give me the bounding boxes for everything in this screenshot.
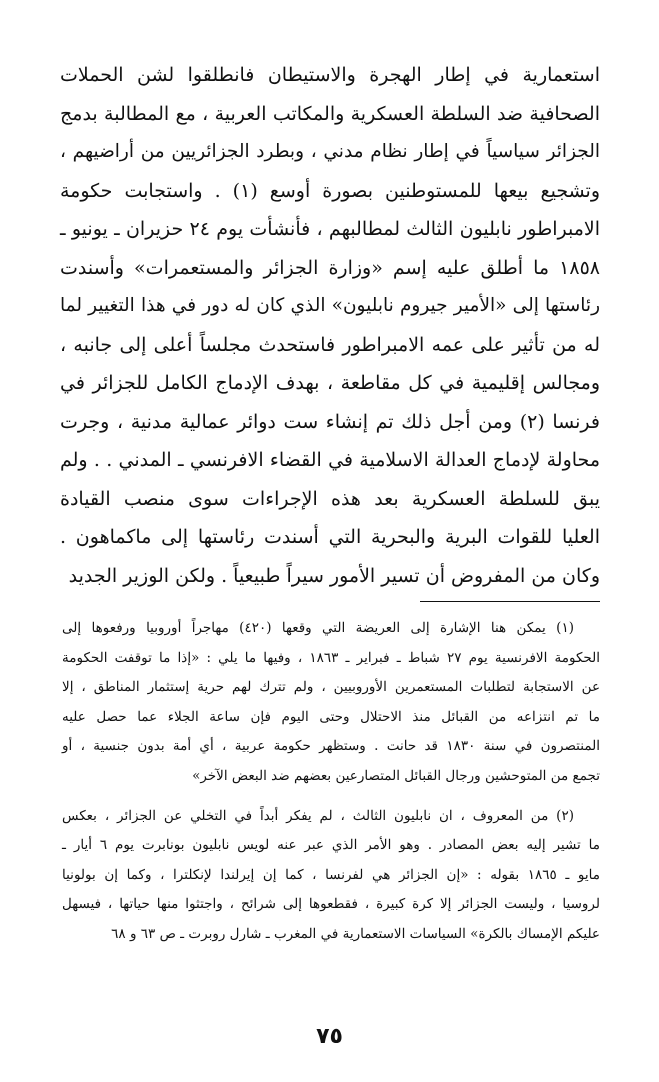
footnote-line: (٢) من المعروف ، ان نابليون الثالث ، لم يفكر أبداً في التخلي عن الجزائر ، بعكس: [62, 807, 574, 824]
footnote-line: لروسيا ، وليست الجزائر إلا كرة كبيرة ، فقطعوها إلى شرائح ، واجتثوا منها حياتها ، فيسهل: [62, 896, 600, 913]
page-body: [60, 56, 600, 595]
footnote-line: تجمع من المتوحشين ورجال القبائل المتصارعين بعضهم ضد البعض الآخر»: [192, 767, 600, 784]
body-line: ١٨٥٨ ما أطلق عليه إسم «وزارة الجزائر والمستعمرات» وأسندت: [60, 256, 600, 279]
body-line: العليا للقوات البرية والبحرية التي أسندت رئاستها إلى ماكماهون .: [60, 526, 600, 548]
footnote-line: ما تم انتزاعه من القبائل منذ الاحتلال وحتى اليوم فإن ساعة الجلاء عما حصل عليه: [62, 708, 600, 725]
body-line: استعمارية في إطار الهجرة والاستيطان فانطلقوا لشن الحملات: [60, 64, 600, 86]
body-line: ومجالس إقليمية في كل مقاطعة ، بهدف الإدماج الكامل للجزائر في: [60, 372, 601, 394]
footnote-separator: [420, 601, 600, 602]
main-text: [60, 56, 600, 595]
body-line: وكان من المفروض أن تسير الأمور سيراً طبيعياً . ولكن الوزير الجديد: [68, 564, 600, 587]
body-line: وتشجيع بيعها للمستوطنين بصورة أوسع (١) . واستجابت حكومة: [60, 179, 600, 202]
page-number: ٧٥: [316, 1024, 343, 1049]
footnote-line: المنتصرون في سنة ١٨٣٠ قد حانت . وستظهر حكومة عربية ، أي أمة بدون جنسية ، أو: [62, 738, 600, 755]
footnote-line: (١) يمكن هنا الإشارة إلى العريضة التي وقعها (٤٢٠) مهاجراً أوروبيا ورفعوها إلى: [62, 620, 574, 636]
body-line: يبق للسلطة العسكرية بعد هذه الإجراءات سوى منصب القيادة: [60, 487, 600, 510]
footnote-line: مايو ـ ١٨٦٥ بقوله : «إن الجزائر هي لفرنسا ، كما إن إيرلندا لإنكلترا ، وكما إن بولونيا: [62, 866, 600, 883]
footnotes: [62, 614, 600, 960]
body-line: الصحافية ضد السلطة العسكرية والمكاتب العربية ، مع المطالبة بدمج: [60, 102, 600, 125]
body-line: الجزائر سياسياً في إطار نظام مدني ، وبطرد الجزائريين من أراضيهم ،: [60, 141, 600, 162]
body-line: رئاستها إلى «الأمير جيروم نابليون» الذي كان له دور في هذا التغيير لما: [60, 295, 600, 316]
body-line: الامبراطور نابليون الثالث لمطالبهم ، فأنشأت يوم ٢٤ حزيران ـ يونيو ـ: [60, 218, 600, 240]
footnote-line: ما تشير إليه بعض المصادر . وهو الأمر الذي عبر عنه لويس نابليون بونابرت يوم ٦ أيار ـ: [62, 837, 600, 854]
footnote-line: الحكومة الافرنسية يوم ٢٧ شباط ـ فبراير ـ ١٨٦٣ ، وفيها ما يلي : «إذا ما توقفت الحكومة: [62, 649, 600, 666]
footnote-line: عن الاستجابة لتطلبات المستعمرين الأوروبيين ، ولم تترك لهم حرية إستثمار المناطق ، إلا: [62, 679, 600, 696]
body-line: محاولة لإدماج العدالة الاسلامية في القضاء الافرنسي ـ المدني . . ولم: [60, 449, 600, 471]
body-line: له من تأثير على عمه الامبراطور فاستحدث مجلساً أعلى إلى جانبه ،: [60, 333, 600, 356]
body-line: فرنسا (٢) ومن أجل ذلك تم إنشاء ست دوائر عمالية مدنية ، وجرت: [60, 410, 600, 433]
footnote-line: عليكم الإمساك بالكرة» السياسات الاستعمارية في المغرب ـ شارل روبرت ـ ص ٦٣ و ٦٨: [111, 925, 600, 942]
footnote-2: [62, 802, 600, 950]
footnote-1: [62, 614, 600, 792]
